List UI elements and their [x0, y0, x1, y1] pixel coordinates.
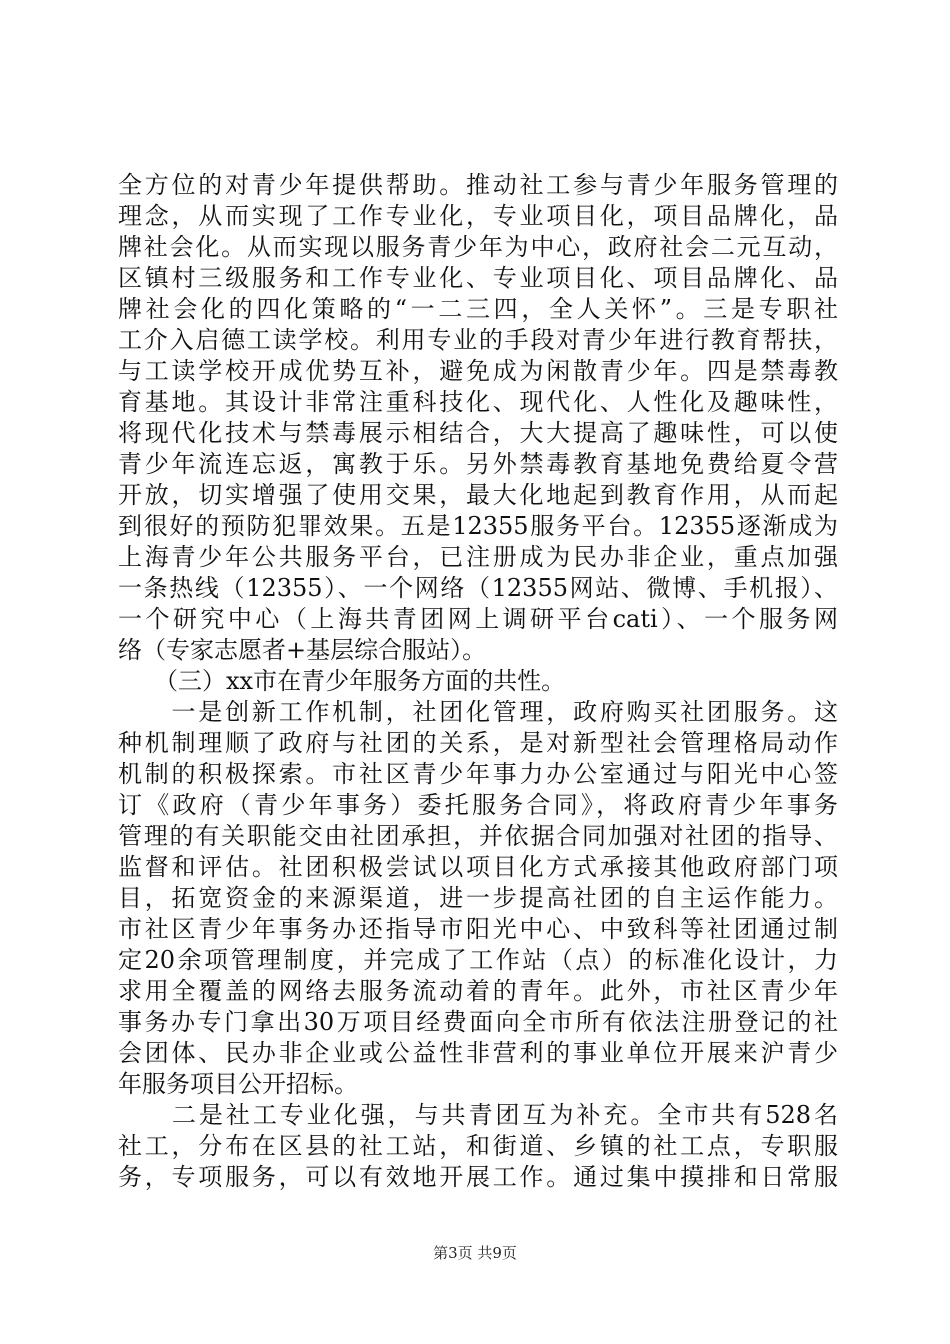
- text-line: 市社区青少年事务办还指导市阳光中心、中致科等社团通过制: [118, 915, 838, 943]
- page-footer: 第3页 共9页: [433, 1244, 517, 1262]
- text-line: 上海青少年公共服务平台，已注册成为民办非企业，重点加强: [118, 543, 838, 571]
- text-line: 到很好的预防犯罪效果。五是12355服务平台。12355逐渐成为: [118, 512, 838, 540]
- text-line: 目，拓宽资金的来源渠道，进一步提高社团的自主运作能力。: [118, 884, 838, 912]
- body-text: [118, 170, 838, 1193]
- text-line: 求用全覆盖的网络去服务流动着的青年。此外，市社区青少年: [118, 977, 838, 1005]
- text-line: 青少年流连忘返，寓教于乐。另外禁毒教育基地免费给夏令营: [118, 450, 838, 478]
- text-line: 理念，从而实现了工作专业化，专业项目化，项目品牌化，品: [118, 202, 838, 230]
- text-line: 种机制理顺了政府与社团的关系，是对新型社会管理格局动作: [118, 729, 838, 757]
- text-line: 与工读学校开成优势互补，避免成为闲散青少年。四是禁毒教: [118, 357, 838, 385]
- text-line: 管理的有关职能交由社团承担，并依据合同加强对社团的指导、: [118, 822, 838, 850]
- text-line: 区镇村三级服务和工作专业化、专业项目化、项目品牌化、品: [118, 264, 838, 292]
- text-line: 年服务项目公开招标。: [118, 1070, 358, 1098]
- text-line: 开放，切实增强了使用交果，最大化地起到教育作用，从而起: [118, 481, 838, 509]
- text-line: 牌社会化的四化策略的“一二三四，全人关怀”。三是专职社: [118, 295, 838, 323]
- text-line: 会团体、民办非企业或公益性非营利的事业单位开展来沪青少: [118, 1039, 838, 1067]
- text-line: 二是社工专业化强，与共青团互为补充。全市共有528名: [118, 1101, 838, 1129]
- text-line: 将现代化技术与禁毒展示相结合，大大提高了趣味性，可以使: [118, 419, 838, 447]
- text-line: 一条热线（12355）、一个网络（12355网站、微博、手机报）、: [118, 574, 838, 602]
- text-line: 牌社会化。从而实现以服务青少年为中心，政府社会二元互动，: [118, 233, 838, 261]
- text-line: 社工，分布在区县的社工站，和街道、乡镇的社工点，专职服: [118, 1132, 838, 1160]
- text-line: 监督和评估。社团积极尝试以项目化方式承接其他政府部门项: [118, 853, 838, 881]
- text-line: 一个研究中心（上海共青团网上调研平台cati）、一个服务网: [118, 605, 838, 633]
- text-line: 机制的积极探索。市社区青少年事力办公室通过与阳光中心签: [118, 760, 838, 788]
- text-line: （三）xx市在青少年服务方面的共性。: [118, 667, 566, 695]
- text-line: 事务办专门拿出30万项目经费面向全市所有依法注册登记的社: [118, 1008, 838, 1036]
- text-line: 定20余项管理制度，并完成了工作站（点）的标准化设计，力: [118, 946, 838, 974]
- text-line: 络（专家志愿者+基层综合服站）。: [118, 636, 487, 664]
- text-line: 一是创新工作机制，社团化管理，政府购买社团服务。这: [118, 698, 838, 726]
- text-line: 全方位的对青少年提供帮助。推动社工参与青少年服务管理的: [118, 171, 838, 199]
- text-line: 务，专项服务，可以有效地开展工作。通过集中摸排和日常服: [118, 1163, 838, 1191]
- text-line: 订《政府（青少年事务）委托服务合同》，将政府青少年事务: [118, 791, 838, 819]
- text-line: 工介入启德工读学校。利用专业的手段对青少年进行教育帮扶，: [118, 326, 838, 354]
- text-line: 育基地。其设计非常注重科技化、现代化、人性化及趣味性，: [118, 388, 838, 416]
